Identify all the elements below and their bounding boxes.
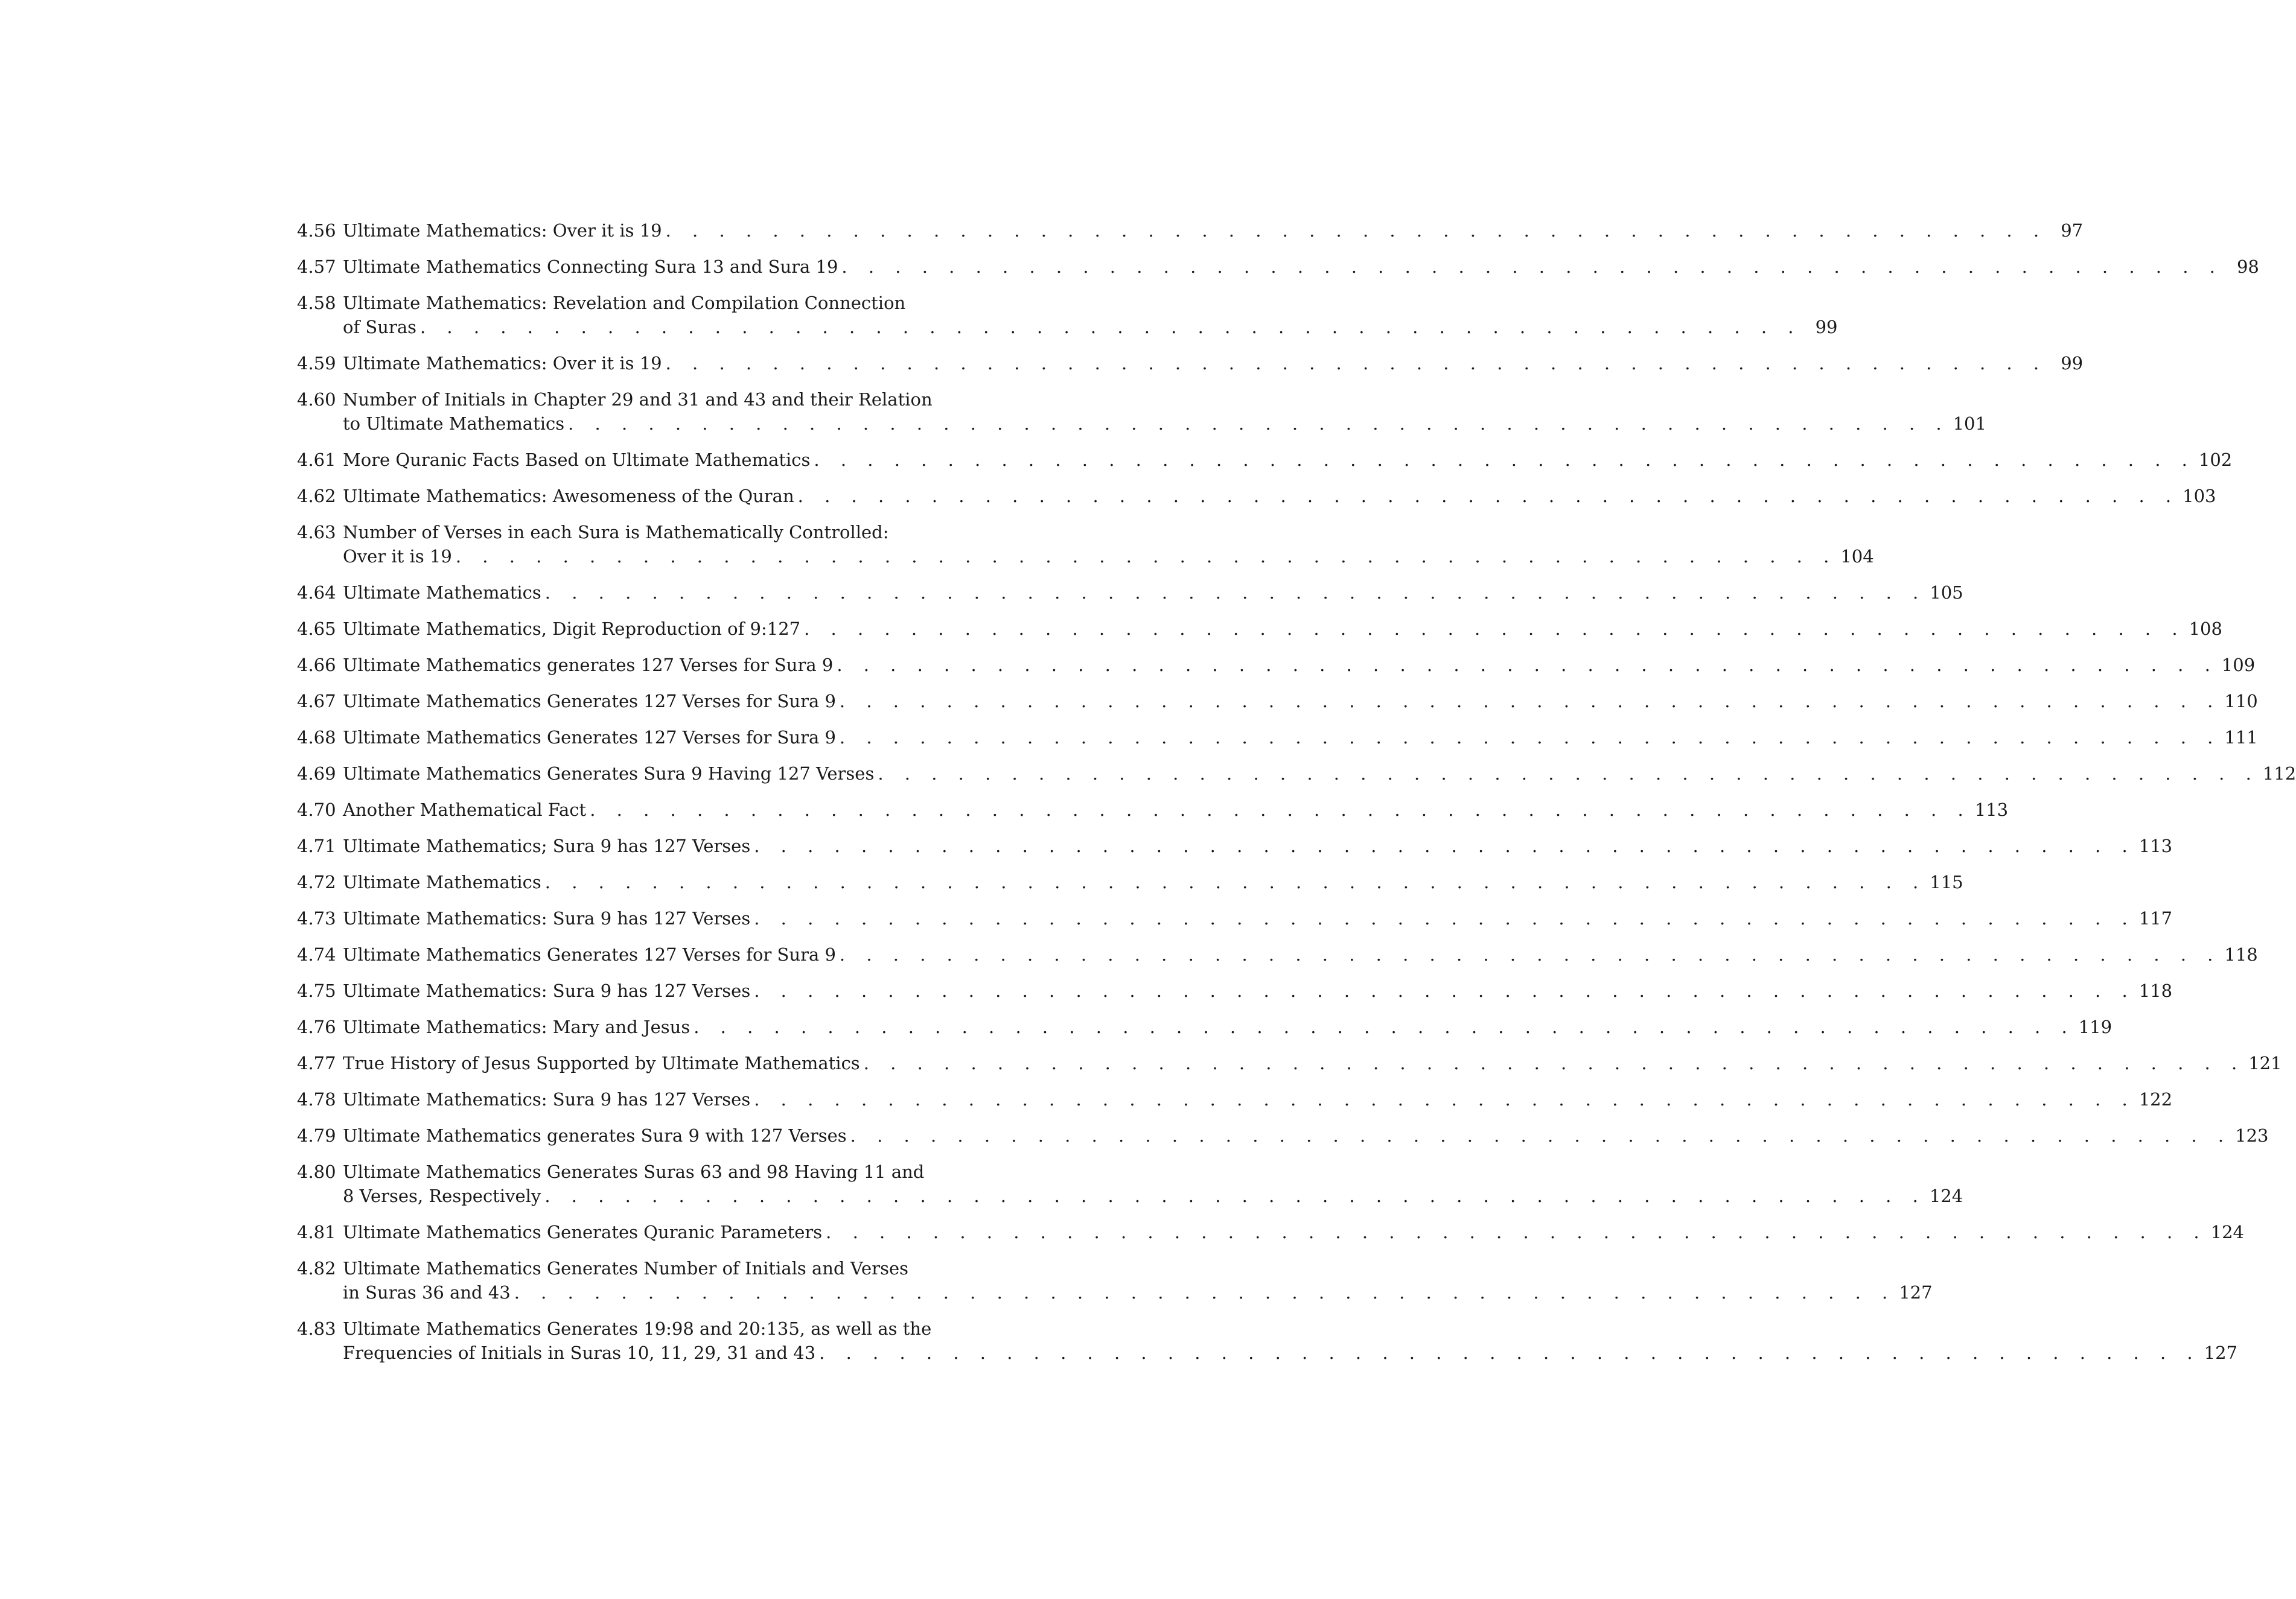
section-number: 4.70 — [297, 800, 336, 820]
dot-leader — [836, 689, 2224, 713]
section-title-line: Ultimate Mathematics: Mary and Jesus — [343, 1017, 690, 1037]
section-title-line: Ultimate Mathematics: Revelation and Compilation Connection — [343, 293, 906, 313]
page-number: 103 — [2183, 486, 2216, 506]
page-number: 111 — [2224, 727, 2258, 748]
section-number: 4.64 — [297, 582, 336, 603]
section-number: 4.62 — [297, 486, 336, 506]
section-title-line: Ultimate Mathematics Generates Number of Initials and Verses — [343, 1258, 908, 1279]
section-number: 4.66 — [297, 655, 336, 675]
page-number: 118 — [2138, 981, 2173, 1001]
toc-entry[interactable] — [297, 484, 2216, 508]
section-title-line: Another Mathematical Fact — [343, 800, 587, 820]
toc-entry[interactable] — [297, 798, 2009, 822]
section-number: 4.75 — [297, 981, 336, 1001]
page-number: 105 — [1930, 582, 1963, 603]
section-number: 4.65 — [297, 618, 336, 639]
section-title-line: Ultimate Mathematics — [343, 872, 541, 892]
toc-entry[interactable] — [297, 1015, 2113, 1039]
page-number: 98 — [2236, 256, 2259, 277]
section-number: 4.63 — [297, 522, 336, 542]
toc-entry[interactable] — [297, 943, 2258, 967]
section-number: 4.58 — [297, 293, 336, 313]
dot-leader — [750, 834, 2138, 858]
dot-leader — [586, 798, 1974, 822]
section-number: 4.82 — [297, 1258, 336, 1279]
page-number: 113 — [2138, 836, 2173, 856]
toc-entry[interactable] — [297, 689, 2258, 713]
section-title-line: to Ultimate Mathematics — [343, 413, 565, 434]
toc-entry[interactable] — [297, 1124, 2269, 1148]
toc-entry[interactable] — [297, 761, 2296, 786]
page-number: 127 — [1899, 1282, 1933, 1303]
toc-entry[interactable] — [297, 653, 2256, 677]
page-number: 112 — [2262, 763, 2296, 784]
toc-entry[interactable] — [297, 1256, 1933, 1305]
page-number: 99 — [1815, 317, 1838, 337]
section-title-line: 8 Verses, Respectively — [343, 1186, 541, 1206]
section-title-line: Ultimate Mathematics Generates Suras 63 and 98 Having 11 and — [343, 1162, 925, 1182]
section-number: 4.69 — [297, 763, 336, 784]
toc-entry[interactable] — [297, 1160, 1963, 1208]
page-number: 113 — [1974, 800, 2009, 820]
dot-leader — [541, 580, 1930, 605]
page-number: 101 — [1953, 413, 1986, 434]
dot-leader — [662, 351, 2050, 375]
dot-leader — [511, 1280, 1899, 1305]
section-number: 4.72 — [297, 872, 336, 892]
dot-leader — [874, 761, 2262, 786]
section-title-line: More Quranic Facts Based on Ultimate Mathematics — [343, 450, 811, 470]
section-title-line: Over it is 19 — [343, 546, 452, 567]
dot-leader — [541, 1184, 1929, 1208]
dot-leader — [800, 617, 2189, 641]
section-number: 4.57 — [297, 256, 336, 277]
dot-leader — [750, 1087, 2138, 1111]
toc-entry[interactable] — [297, 218, 2084, 243]
toc-entry[interactable] — [297, 906, 2173, 930]
page-number: 121 — [2248, 1053, 2282, 1073]
dot-leader — [564, 412, 1953, 436]
page-number: 110 — [2224, 691, 2258, 711]
toc-entry[interactable] — [297, 255, 2259, 279]
section-title-line: Ultimate Mathematics, Digit Reproduction of 9:127 — [343, 618, 801, 639]
section-number: 4.77 — [297, 1053, 336, 1073]
section-number: 4.79 — [297, 1125, 336, 1146]
section-title-line: Ultimate Mathematics: Sura 9 has 127 Verses — [343, 908, 751, 929]
page-number: 127 — [2204, 1343, 2238, 1363]
table-of-contents — [297, 218, 2296, 1377]
section-title-line: Ultimate Mathematics: Awesomeness of the Quran — [343, 486, 794, 506]
section-title-line: Frequencies of Initials in Suras 10, 11, 29, 31 and 43 — [343, 1343, 816, 1363]
section-title-line: Ultimate Mathematics Connecting Sura 13 and Sura 19 — [343, 256, 838, 277]
section-title-line: of Suras — [343, 317, 416, 337]
page-number: 108 — [2189, 618, 2222, 639]
section-title-line: Ultimate Mathematics Generates Sura 9 Having 127 Verses — [343, 763, 875, 784]
toc-entry[interactable] — [297, 834, 2173, 858]
toc-entry[interactable] — [297, 725, 2258, 749]
dot-leader — [833, 653, 2221, 677]
dot-leader — [836, 725, 2224, 749]
dot-leader — [847, 1124, 2235, 1148]
dot-leader — [541, 870, 1930, 894]
toc-entry[interactable] — [297, 1087, 2173, 1111]
dot-leader — [836, 943, 2224, 967]
toc-entry[interactable] — [297, 291, 1838, 339]
dot-leader — [750, 906, 2138, 930]
page-number: 99 — [2061, 353, 2084, 374]
page-number: 115 — [1930, 872, 1963, 892]
section-number: 4.80 — [297, 1162, 336, 1182]
page-number: 124 — [1929, 1186, 1963, 1206]
section-title-line: Ultimate Mathematics Generates 127 Verses for Sura 9 — [343, 727, 836, 748]
page-number: 117 — [2138, 908, 2173, 929]
section-number: 4.61 — [297, 450, 336, 470]
dot-leader — [416, 315, 1805, 339]
section-number: 4.73 — [297, 908, 336, 929]
section-number: 4.74 — [297, 944, 336, 965]
section-number: 4.59 — [297, 353, 336, 374]
section-title-line: Ultimate Mathematics Generates 127 Verses for Sura 9 — [343, 691, 836, 711]
section-title-line: Ultimate Mathematics: Sura 9 has 127 Verses — [343, 1089, 751, 1110]
page-number: 97 — [2061, 220, 2084, 241]
section-title-line: Ultimate Mathematics Generates Quranic Parameters — [343, 1222, 823, 1242]
toc-entry[interactable] — [297, 520, 1874, 568]
toc-entry[interactable] — [297, 351, 2084, 375]
toc-entry[interactable] — [297, 870, 1963, 894]
toc-entry[interactable] — [297, 387, 1986, 436]
dot-leader — [794, 484, 2183, 508]
page-number: 102 — [2198, 450, 2233, 470]
page-number: 124 — [2210, 1222, 2244, 1242]
toc-entry[interactable] — [297, 580, 1963, 605]
page-number: 123 — [2235, 1125, 2269, 1146]
page-number: 119 — [2078, 1017, 2113, 1037]
section-number: 4.78 — [297, 1089, 336, 1110]
section-title-line: Ultimate Mathematics Generates 127 Verses for Sura 9 — [343, 944, 836, 965]
section-title-line: True History of Jesus Supported by Ultimate Mathematics — [343, 1053, 860, 1073]
dot-leader — [860, 1051, 2248, 1075]
dot-leader — [690, 1015, 2078, 1039]
toc-entry[interactable] — [297, 1220, 2244, 1244]
section-title-line: Ultimate Mathematics: Over it is 19 — [343, 220, 662, 241]
toc-entry[interactable] — [297, 1051, 2282, 1075]
section-title-line: Ultimate Mathematics: Over it is 19 — [343, 353, 662, 374]
toc-entry[interactable] — [297, 1317, 2238, 1365]
section-number: 4.68 — [297, 727, 336, 748]
section-title-line: Ultimate Mathematics — [343, 582, 541, 603]
section-title-line: Ultimate Mathematics generates 127 Verses for Sura 9 — [343, 655, 834, 675]
section-number: 4.71 — [297, 836, 336, 856]
toc-entry[interactable] — [297, 448, 2233, 472]
page-number: 118 — [2224, 944, 2258, 965]
section-number: 4.83 — [297, 1318, 336, 1339]
section-title-line: in Suras 36 and 43 — [343, 1282, 511, 1303]
toc-entry[interactable] — [297, 617, 2222, 641]
section-number: 4.60 — [297, 389, 336, 410]
section-number: 4.67 — [297, 691, 336, 711]
dot-leader — [815, 1341, 2204, 1365]
dot-leader — [838, 255, 2226, 279]
dot-leader — [452, 544, 1840, 568]
section-title-line: Ultimate Mathematics generates Sura 9 with 127 Verses — [343, 1125, 847, 1146]
toc-entry[interactable] — [297, 979, 2173, 1003]
page-number: 104 — [1840, 546, 1874, 567]
section-title-line: Ultimate Mathematics Generates 19:98 and 20:135, as well as the — [343, 1318, 932, 1339]
dot-leader — [750, 979, 2138, 1003]
dot-leader — [810, 448, 2198, 472]
page-number: 109 — [2221, 655, 2256, 675]
section-number: 4.76 — [297, 1017, 336, 1037]
dot-leader — [822, 1220, 2210, 1244]
section-title-line: Ultimate Mathematics; Sura 9 has 127 Verses — [343, 836, 751, 856]
section-title-line: Ultimate Mathematics: Sura 9 has 127 Verses — [343, 981, 751, 1001]
section-title-line: Number of Initials in Chapter 29 and 31 and 43 and their Relation — [343, 389, 933, 410]
section-title-line: Number of Verses in each Sura is Mathematically Controlled: — [343, 522, 889, 542]
section-number: 4.56 — [297, 220, 336, 241]
section-number: 4.81 — [297, 1222, 336, 1242]
page-number: 122 — [2138, 1089, 2173, 1110]
dot-leader — [662, 218, 2050, 243]
